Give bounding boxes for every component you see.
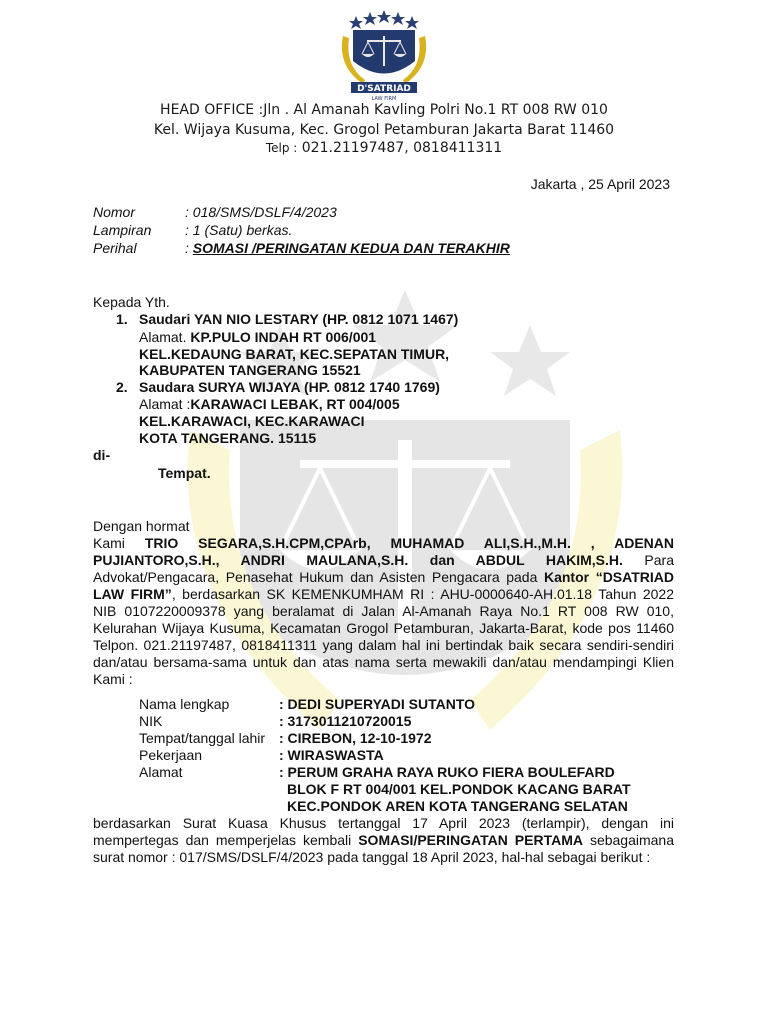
perihal-label: Perihal	[93, 240, 137, 256]
salutation: Dengan hormat	[93, 518, 190, 534]
recipient-2-address-label: Alamat :	[139, 396, 191, 412]
recipient-2-address-line3: KOTA TANGERANG. 15115	[139, 430, 317, 446]
client-pekerjaan-label: Pekerjaan	[139, 747, 203, 763]
recipient-intro: Kepada Yth.	[93, 294, 170, 310]
meta-lampiran	[93, 222, 292, 238]
letter-date: Jakarta , 25 April 2023	[530, 176, 670, 192]
p1-kantor: Kantor “DSATRIAD LAW FIRM”	[93, 569, 674, 602]
client-alamat-line3: KEC.PONDOK AREN KOTA TANGERANG SELATAN	[287, 798, 628, 814]
perihal-colon: :	[185, 240, 189, 256]
client-alamat-line1: : PERUM GRAHA RAYA RUKO FIERA BOULEFARD	[279, 764, 615, 780]
p1-middle: Para Advokat/Pengacara, Penasehat Hukum dan Asisten Pengacara pada	[93, 552, 674, 585]
client-nik-value: : 3173011210720015	[279, 713, 412, 729]
p1-rest: , berdasarkan SK KEMENKUMHAM RI : AHU-0000640-AH.01.18 Tahun 2022 NIB 0107220009378 yang beralamat di Jalan Al-Amanah Raya No.1 RT 008 RW 010, Kelurahan Wijaya Kusuma, Kecamatan Grogol Petamburan, Jakarta-Barat, kode pos 11460 Telpon. 021.21197487, 0818411311 yang dalam hal ini bertindak baik secara sendiri-sendiri dan/atau bersama-sama untuk dan atas nama serta mewakili dan/atau mendampingi Klien Kami :	[93, 586, 674, 687]
tempat-label: Tempat.	[158, 465, 211, 481]
client-pekerjaan-value: : WIRASWASTA	[279, 747, 384, 763]
client-name-value: : DEDI SUPERYADI SUTANTO	[279, 696, 476, 712]
p1-advocate-names: TRIO SEGARA,S.H.CPM,CPArb, MUHAMAD ALI,S.H.,M.H. , ADENAN PUJIANTORO,S.H., ANDRI MAULANA,S.H. dan ABDUL HAKIM,S.H.	[93, 535, 674, 568]
p2-rest: sebagaimana surat nomor : 017/SMS/DSLF/4/2023 pada tanggal 18 April 2023, hal-hal sebagai berikut :	[93, 832, 675, 865]
p2-somasi: SOMASI/PERINGATAN PERTAMA	[358, 832, 583, 848]
recipient-2-address-line2: KEL.KARAWACI, KEC.KARAWACI	[139, 413, 365, 429]
recipient-1-address-line3: KABUPATEN TANGERANG 15521	[139, 362, 361, 378]
lampiran-value: : 1 (Satu) berkas.	[185, 222, 293, 238]
client-alamat-line2: BLOK F RT 004/001 KEL.PONDOK KACANG BARAT	[287, 781, 631, 797]
letterhead-address-line1: HEAD OFFICE :Jln . Al Amanah Kavling Polri No.1 RT 008 RW 010	[160, 102, 608, 118]
recipient-2-address	[139, 396, 400, 413]
recipient-1-address-line1: KP.PULO INDAH RT 006/001	[190, 329, 377, 345]
recipient-2-name: Saudara SURYA WIJAYA (HP. 0812 1740 1769)	[139, 379, 440, 395]
letterhead-address-line2: Kel. Wijaya Kusuma, Kec. Grogol Petamburan Jakarta Barat 11460	[153, 122, 615, 138]
law-firm-logo	[329, 6, 439, 102]
client-ttl-row	[139, 730, 432, 747]
body-paragraph-2	[93, 815, 674, 866]
recipient-1-address-line2: KEL.KEDAUNG BARAT, KEC.SEPATAN TIMUR,	[139, 346, 450, 362]
client-name-row	[139, 696, 475, 713]
recipient-1-name: Saudari YAN NIO LESTARY (HP. 0812 1071 1467)	[139, 311, 459, 327]
meta-nomor	[93, 204, 337, 220]
perihal-value: SOMASI /PERINGATAN KEDUA DAN TERAKHIR	[192, 240, 510, 256]
meta-perihal	[93, 240, 510, 256]
p1-lead: Kami	[93, 535, 145, 551]
client-alamat-row	[139, 764, 615, 781]
recipient-2-number: 2.	[116, 379, 128, 395]
client-name-label: Nama lengkap	[139, 696, 230, 712]
lampiran-label: Lampiran	[93, 222, 152, 238]
recipient-2-address-line1: KARAWACI LEBAK, RT 004/005	[190, 396, 400, 412]
client-ttl-value: : CIREBON, 12-10-1972	[279, 730, 432, 746]
phone-numbers: 021.21197487, 0818411311	[301, 140, 503, 156]
client-nik-row	[139, 713, 411, 730]
body-paragraph-1	[93, 535, 674, 688]
phone-label: Telp :	[265, 141, 298, 155]
nomor-value: : 018/SMS/DSLF/4/2023	[185, 204, 337, 220]
recipient-1-address	[139, 329, 376, 346]
letterhead-phone	[0, 140, 768, 156]
nomor-label: Nomor	[93, 204, 136, 220]
client-nik-label: NIK	[139, 713, 163, 729]
di-label: di-	[93, 447, 111, 463]
logo-brand-text: D'SATRIAD	[357, 84, 411, 94]
client-ttl-label: Tempat/tanggal lahir	[139, 730, 266, 746]
recipient-1-number: 1.	[116, 311, 128, 327]
logo-sub-text: LAW FIRM	[371, 96, 397, 102]
p2-lead: berdasarkan Surat Kuasa Khusus tertanggal 17 April 2023 (terlampir), dengan ini mempertegas dan memperjelas kembali	[93, 815, 674, 848]
recipient-1-address-label: Alamat.	[139, 329, 187, 345]
client-pekerjaan-row	[139, 747, 384, 764]
client-alamat-label: Alamat	[139, 764, 183, 780]
